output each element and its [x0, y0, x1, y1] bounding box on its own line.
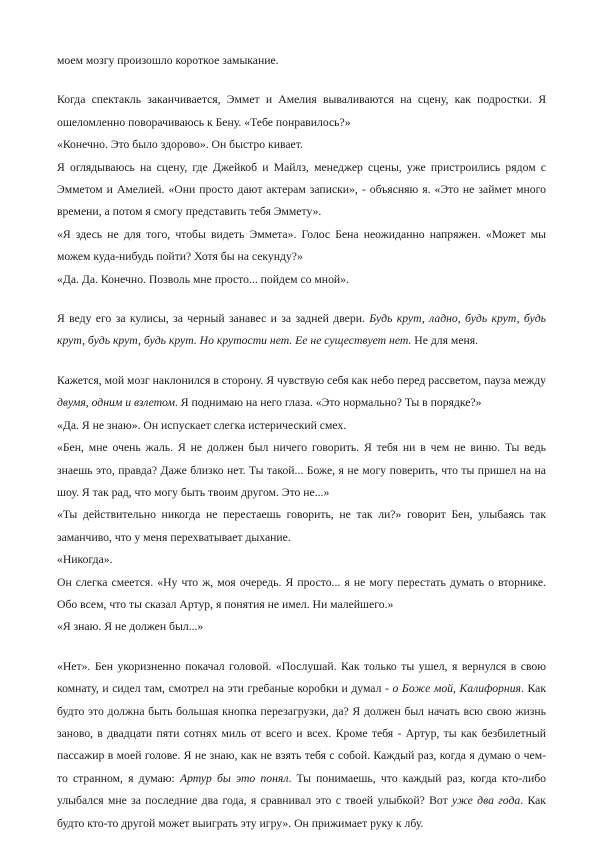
- italic-text-run: Будь крут, ладно, будь крут, будь крут, будь крут, будь крут. Но крутости нет. Ее не существует нет.: [57, 312, 546, 348]
- paragraph: [57, 616, 546, 638]
- paragraph: [57, 437, 546, 504]
- text-run: . Ты понимаешь, что каждый раз, когда кто-либо улыбался мне за последние два года, я сравнивал это с твоей улыбкой? Вот: [57, 771, 547, 808]
- paragraph: [57, 656, 546, 835]
- page-content: [57, 50, 546, 835]
- paragraph: [57, 415, 546, 437]
- paragraph: [57, 269, 546, 291]
- text-run: «Я здесь не для того, чтобы видеть Эммета». Голос Бена неожиданно напряжен. «Может мы можем куда-нибудь пойти? Хотя бы на секунду?»: [57, 227, 546, 264]
- text-run: «Ты действительно никогда не перестаешь говорить, не так ли?» говорит Бен, улыбаясь так заманчиво, что у меня перехватывает дыхание.: [57, 508, 546, 544]
- paragraph: [57, 572, 546, 617]
- text-run: Когда спектакль заканчивается, Эммет и Амелия вываливаются на сцену, как подростки. Я ошеломленно поворачиваюсь к Бену. «Тебе понравилось?»: [57, 93, 546, 129]
- paragraph: [57, 370, 546, 415]
- text-run: Не для меня.: [411, 334, 479, 348]
- paragraph: [57, 89, 546, 134]
- italic-text-run: о Боже мой, Калифорния: [392, 682, 521, 696]
- text-run: Кажется, мой мозг наклонился в сторону. Я чувствую себя как небо перед рассветом, пауза между: [57, 373, 546, 387]
- italic-text-run: уже два года: [452, 794, 521, 808]
- text-run: «Нет». Бен укоризненно покачал головой. «Послушай. Как только ты ушел, я вернулся в свою комнату, и сидел там, смотрел на эти гребаные коробки и думал -: [57, 659, 546, 696]
- paragraph: [57, 157, 546, 224]
- text-run: . Я поднимаю на него глаза. «Это нормально? Ты в порядке?»: [174, 396, 482, 410]
- italic-text-run: Артур бы это понял: [179, 771, 289, 785]
- text-run: «Бен, мне очень жаль. Я не должен был ничего говорить. Я тебя ни в чем не виню. Ты ведь знаешь это, правда? Даже близко нет. Ты такой... Боже, я не могу поверить, что ты пришел на на шоу. Я так рад, что могу быть твоим другом. Это не...»: [57, 441, 546, 499]
- text-run: Я оглядываюсь на сцену, где Джейкоб и Майлз, менеджер сцены, уже пристроились рядом с Эмметом и Амелией. «Они просто дают актерам записки», - объясняю я. «Это не займет много времени, а потом я смогу представить тебя Эммету».: [57, 160, 546, 219]
- paragraph: [57, 308, 546, 353]
- text-run: «Да. Я не знаю». Он испускает слегка истерический смех.: [57, 418, 347, 432]
- paragraph: [57, 504, 546, 549]
- text-run: Он слегка смеется. «Ну что ж, моя очередь. Я просто... я не могу перестать думать о вторнике. Обо всем, что ты сказал Артур, я понятия не имел. Ни малейшего.»: [57, 575, 546, 611]
- text-run: моем мозгу произошло короткое замыкание.: [57, 54, 279, 67]
- text-run: Я веду его за кулисы, за черный занавес и за задней двери.: [57, 312, 370, 326]
- paragraph: [57, 224, 546, 269]
- paragraph: [57, 134, 546, 156]
- text-run: . Как будто кто-то другой может выиграть эту игру». Он прижимает руку к лбу.: [57, 794, 546, 830]
- text-run: «Я знаю. Я не должен был...»: [57, 620, 204, 634]
- paragraph: [57, 549, 546, 571]
- text-run: «Да. Да. Конечно. Позволь мне просто... пойдем со мной».: [57, 272, 349, 286]
- text-run: . Как будто это должна быть большая кнопка перезагрузки, да? Я должен был начать всю свою жизнь заново, в двадцати пяти сотнях миль от всего и всех. Кроме тебя - Артур, ты как безбилетный пассажир в моей голове. Я не знаю, как не взять тебя с собой. Каждый раз, когда я думаю о чем-то странном, я думаю:: [57, 682, 547, 785]
- text-run: «Конечно. Это было здорово». Он быстро кивает.: [57, 138, 303, 152]
- paragraph: [57, 50, 546, 72]
- text-run: «Никогда».: [57, 553, 113, 567]
- italic-text-run: двумя, одним и взлетом: [57, 396, 175, 410]
